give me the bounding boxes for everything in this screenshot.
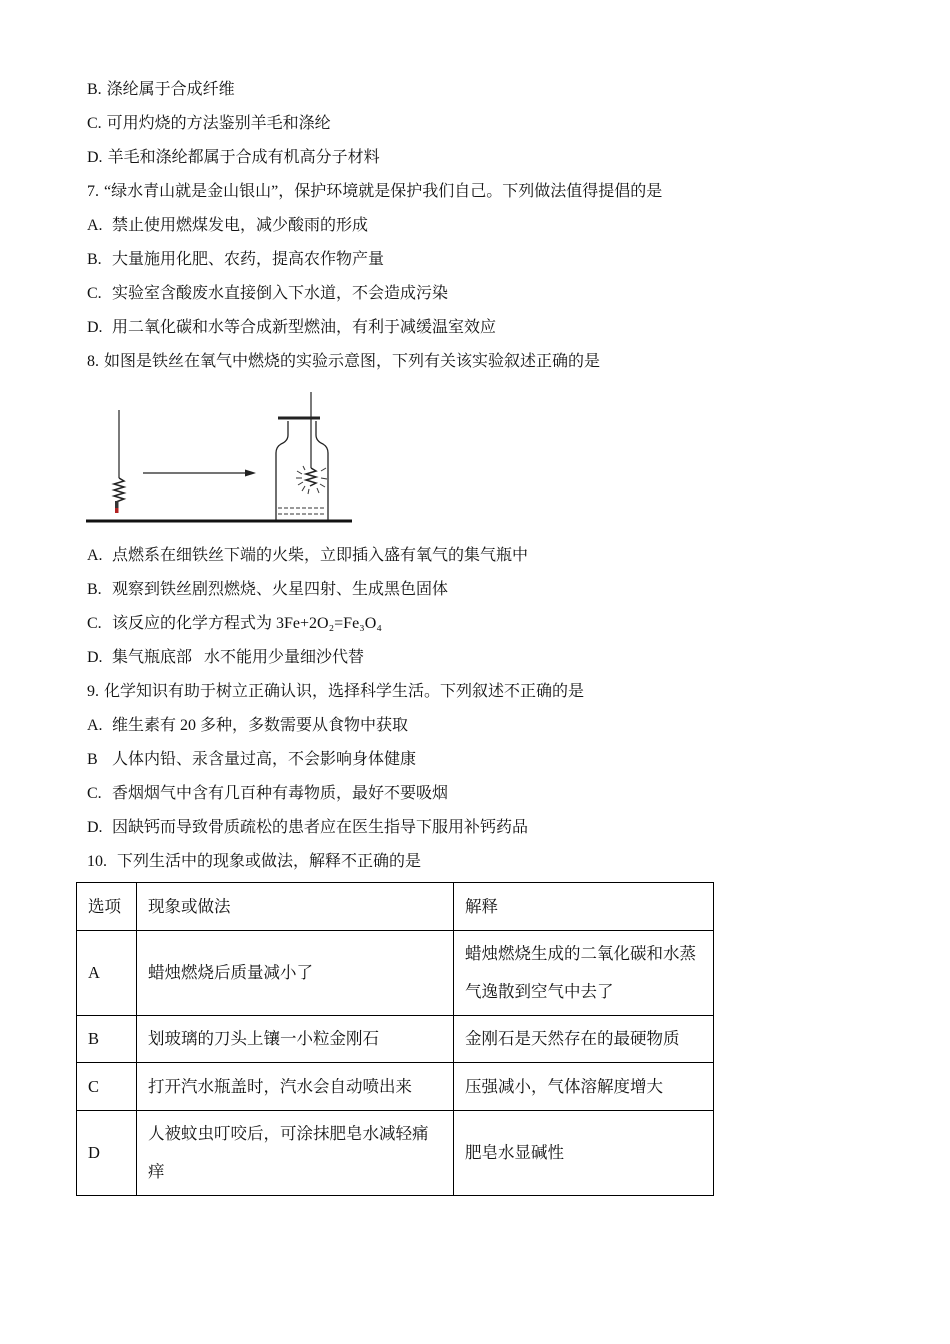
option-text: 禁止使用燃煤发电，减少酸雨的形成 <box>112 217 369 234</box>
q10-table <box>76 882 714 1196</box>
spark <box>302 486 305 491</box>
option-text: 可用灼烧的方法鉴别羊毛和涤纶 <box>106 115 331 132</box>
cell-phenomenon: 打开汽水瓶盖时，汽水会自动喷出来 <box>137 1063 454 1111</box>
q8-option-b <box>87 573 927 607</box>
experiment-diagram <box>85 385 355 530</box>
option-text: 涤纶属于合成纤维 <box>106 81 235 98</box>
spark <box>317 488 319 493</box>
option-label: C. <box>87 285 102 302</box>
exam-page <box>87 73 927 1196</box>
spark <box>321 468 326 471</box>
q8-option-c <box>87 607 927 641</box>
q9-stem <box>87 675 927 709</box>
option-label: B. <box>87 251 102 268</box>
option-label: D. <box>87 649 103 666</box>
cell-option: B <box>77 1016 137 1063</box>
option-text: 香烟烟气中含有几百种有毒物质，最好不要吸烟 <box>112 785 449 802</box>
q9-option-c <box>87 777 927 811</box>
spark <box>303 466 305 470</box>
option-text: 实验室含酸废水直接倒入下水道，不会造成污染 <box>112 285 449 302</box>
cell-phenomenon: 划玻璃的刀头上镶一小粒金刚石 <box>137 1016 454 1063</box>
option-label: C. <box>87 785 102 802</box>
cell-phenomenon: 人被蚊虫叮咬后，可涂抹肥皂水减轻痛痒 <box>137 1111 454 1196</box>
option-text: 大量施用化肥、农药，提高农作物产量 <box>112 251 385 268</box>
q7-option-b <box>87 243 927 277</box>
spark <box>320 484 325 487</box>
spark <box>308 489 309 494</box>
header-option: 选项 <box>77 883 137 931</box>
table-row <box>77 1063 714 1111</box>
option-label: B <box>87 751 98 768</box>
spark <box>321 478 327 479</box>
cell-option: A <box>77 931 137 1016</box>
q7-stem <box>87 175 927 209</box>
cell-option: D <box>77 1111 137 1196</box>
cell-option: C <box>77 1063 137 1111</box>
q9-option-a <box>87 709 927 743</box>
option-text: 集气瓶底部 水不能用少量细沙代替 <box>112 649 365 666</box>
iron-wire-coil-left <box>114 478 124 502</box>
cell-explanation: 金刚石是天然存在的最硬物质 <box>454 1016 714 1063</box>
question-stem: 化学知识有助于树立正确认识，选择科学生活。下列叙述不正确的是 <box>104 683 585 700</box>
header-phenomenon: 现象或做法 <box>137 883 454 931</box>
gas-jar-outline <box>276 421 328 520</box>
option-text: 羊毛和涤纶都属于合成有机高分子材料 <box>107 149 380 166</box>
question-stem: 下列生活中的现象或做法，解释不正确的是 <box>117 853 422 870</box>
q7-option-d <box>87 311 927 345</box>
q7-option-c <box>87 277 927 311</box>
question-number: 8. <box>87 353 99 370</box>
option-text: 点燃系在细铁丝下端的火柴，立即插入盛有氧气的集气瓶中 <box>112 547 529 564</box>
match-stick <box>115 501 119 509</box>
option-label: A. <box>87 547 103 564</box>
q6-option-b <box>87 73 927 107</box>
q6-option-c <box>87 107 927 141</box>
cell-explanation: 压强减小，气体溶解度增大 <box>454 1063 714 1111</box>
cell-explanation: 肥皂水显碱性 <box>454 1111 714 1196</box>
q8-option-a <box>87 539 927 573</box>
option-label: C. <box>87 615 102 632</box>
option-label: B. <box>87 581 102 598</box>
iron-wire-coil-burning <box>306 468 316 486</box>
match-tip <box>115 508 119 513</box>
q8-stem <box>87 345 927 379</box>
q10-stem <box>87 845 927 879</box>
question-number: 9. <box>87 683 99 700</box>
q9-option-b <box>87 743 927 777</box>
option-text: 维生素有 20 多种，多数需要从食物中获取 <box>112 717 409 734</box>
q6-option-d <box>87 141 927 175</box>
cell-explanation: 蜡烛燃烧生成的二氧化碳和水蒸气逸散到空气中去了 <box>454 931 714 1016</box>
option-label: D. <box>87 319 103 336</box>
q9-option-d <box>87 811 927 845</box>
option-text: 用二氧化碳和水等合成新型燃油，有利于减缓温室效应 <box>112 319 497 336</box>
cell-phenomenon: 蜡烛燃烧后质量减小了 <box>137 931 454 1016</box>
sparks <box>296 466 327 494</box>
option-label: A. <box>87 217 103 234</box>
option-label: D. <box>87 819 103 836</box>
option-text: 观察到铁丝剧烈燃烧、火星四射、生成黑色固体 <box>112 581 449 598</box>
arrow-head <box>245 470 256 477</box>
question-stem: 如图是铁丝在氧气中燃烧的实验示意图，下列有关该实验叙述正确的是 <box>104 353 601 370</box>
option-label: C. <box>87 115 102 132</box>
option-label: B. <box>87 81 102 98</box>
option-text: 该反应的化学方程式为 3Fe+2O₂=Fe₃O₄ <box>112 615 382 632</box>
q8-option-d <box>87 641 927 675</box>
table-header-row <box>77 883 714 931</box>
table-row <box>77 1111 714 1196</box>
iron-wire-combustion-figure <box>87 379 927 539</box>
header-explanation: 解释 <box>454 883 714 931</box>
table-row <box>77 1016 714 1063</box>
option-text: 人体内铅、汞含量过高，不会影响身体健康 <box>112 751 417 768</box>
option-label: D. <box>87 149 103 166</box>
spark <box>298 482 303 485</box>
question-number: 10. <box>87 853 107 870</box>
option-text: 因缺钙而导致骨质疏松的患者应在医生指导下服用补钙药品 <box>112 819 529 836</box>
question-number: 7. <box>87 183 99 200</box>
table-row <box>77 931 714 1016</box>
spark <box>297 471 302 474</box>
option-label: A. <box>87 717 103 734</box>
q7-option-a <box>87 209 927 243</box>
question-stem: “绿水青山就是金山银山”，保护环境就是保护我们自己。下列做法值得提倡的是 <box>104 183 663 200</box>
